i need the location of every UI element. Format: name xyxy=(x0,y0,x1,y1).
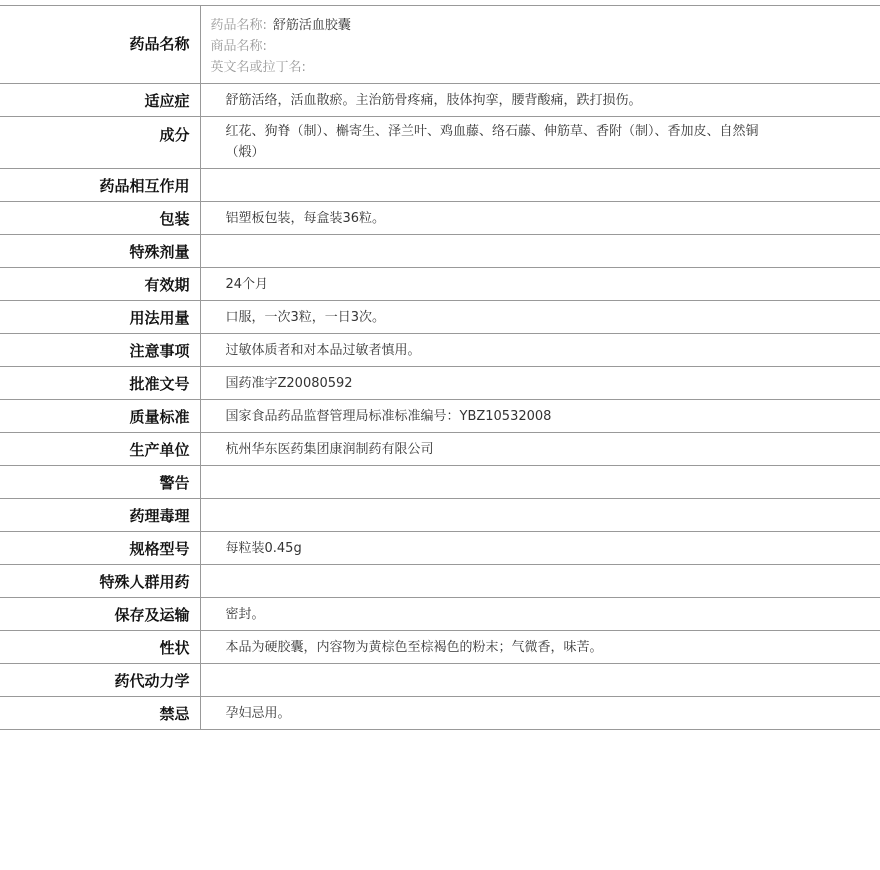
row-value-manufacturer: 杭州华东医药集团康润制药有限公司 xyxy=(200,433,880,466)
row-storage-transport xyxy=(0,598,880,631)
row-pharmacology-toxicology xyxy=(0,499,880,532)
row-precautions xyxy=(0,334,880,367)
row-label-pharmacology-toxicology: 药理毒理 xyxy=(0,499,200,532)
row-value-usage: 口服，一次3粒，一日3次。 xyxy=(200,301,880,334)
row-value-quality-standard: 国家食品药品监督管理局标准标准编号：YBZ10532008 xyxy=(200,400,880,433)
english-name-key: 英文名或拉丁名: xyxy=(210,60,306,75)
row-value-approval-number: 国药准字Z20080592 xyxy=(200,367,880,400)
row-label-approval-number: 批准文号 xyxy=(0,367,200,400)
row-drug-name xyxy=(0,6,880,84)
row-value-drug-name xyxy=(200,6,880,84)
row-value-pharmacokinetics xyxy=(200,664,880,697)
row-label-description: 性状 xyxy=(0,631,200,664)
row-shelf-life xyxy=(0,268,880,301)
row-label-specification: 规格型号 xyxy=(0,532,200,565)
row-label-precautions: 注意事项 xyxy=(0,334,200,367)
row-value-precautions: 过敏体质者和对本品过敏者慎用。 xyxy=(200,334,880,367)
row-special-populations xyxy=(0,565,880,598)
row-value-pharmacology-toxicology xyxy=(200,499,880,532)
row-label-packaging: 包装 xyxy=(0,202,200,235)
row-value-storage-transport: 密封。 xyxy=(200,598,880,631)
row-warning xyxy=(0,466,880,499)
row-label-pharmacokinetics: 药代动力学 xyxy=(0,664,200,697)
row-label-indications: 适应症 xyxy=(0,84,200,117)
row-approval-number xyxy=(0,367,880,400)
generic-name-value: 舒筋活血胶囊 xyxy=(272,18,351,33)
row-label-usage: 用法用量 xyxy=(0,301,200,334)
row-value-special-dosage xyxy=(200,235,880,268)
row-value-special-populations xyxy=(200,565,880,598)
english-name-line xyxy=(211,57,791,78)
row-specification xyxy=(0,532,880,565)
row-interactions xyxy=(0,169,880,202)
row-value-contraindications: 孕妇忌用。 xyxy=(200,697,880,730)
row-special-dosage xyxy=(0,235,880,268)
row-ingredients xyxy=(0,117,880,169)
row-description xyxy=(0,631,880,664)
drug-spec-table xyxy=(0,5,880,730)
row-pharmacokinetics xyxy=(0,664,880,697)
row-label-drug-name: 药品名称 xyxy=(0,6,200,84)
row-value-description: 本品为硬胶囊，内容物为黄棕色至棕褐色的粉末；气微香，味苦。 xyxy=(200,631,880,664)
row-label-ingredients: 成分 xyxy=(0,117,200,169)
trade-name-key: 商品名称: xyxy=(210,39,267,54)
row-indications xyxy=(0,84,880,117)
row-label-contraindications: 禁忌 xyxy=(0,697,200,730)
row-label-special-populations: 特殊人群用药 xyxy=(0,565,200,598)
row-usage xyxy=(0,301,880,334)
row-value-warning xyxy=(200,466,880,499)
row-label-warning: 警告 xyxy=(0,466,200,499)
row-label-storage-transport: 保存及运输 xyxy=(0,598,200,631)
row-value-indications: 舒筋活络，活血散瘀。主治筋骨疼痛，肢体拘挛，腰背酸痛，跌打损伤。 xyxy=(200,84,880,117)
row-packaging xyxy=(0,202,880,235)
row-value-interactions xyxy=(200,169,880,202)
row-label-quality-standard: 质量标准 xyxy=(0,400,200,433)
row-contraindications xyxy=(0,697,880,730)
row-quality-standard xyxy=(0,400,880,433)
row-label-special-dosage: 特殊剂量 xyxy=(0,235,200,268)
row-label-manufacturer: 生产单位 xyxy=(0,433,200,466)
drug-spec-table-body xyxy=(0,6,880,730)
trade-name-line xyxy=(211,36,791,57)
row-value-ingredients: 红花、狗脊（制）、槲寄生、泽兰叶、鸡血藤、络石藤、伸筋草、香附（制）、香加皮、自然铜（煅） xyxy=(200,117,880,169)
generic-name-key: 药品名称: xyxy=(210,18,267,33)
generic-name-line xyxy=(211,15,791,36)
row-value-shelf-life: 24个月 xyxy=(200,268,880,301)
row-label-shelf-life: 有效期 xyxy=(0,268,200,301)
row-label-interactions: 药品相互作用 xyxy=(0,169,200,202)
row-manufacturer xyxy=(0,433,880,466)
row-value-specification: 每粒装0.45g xyxy=(200,532,880,565)
row-value-packaging: 铝塑板包装，每盒装36粒。 xyxy=(200,202,880,235)
